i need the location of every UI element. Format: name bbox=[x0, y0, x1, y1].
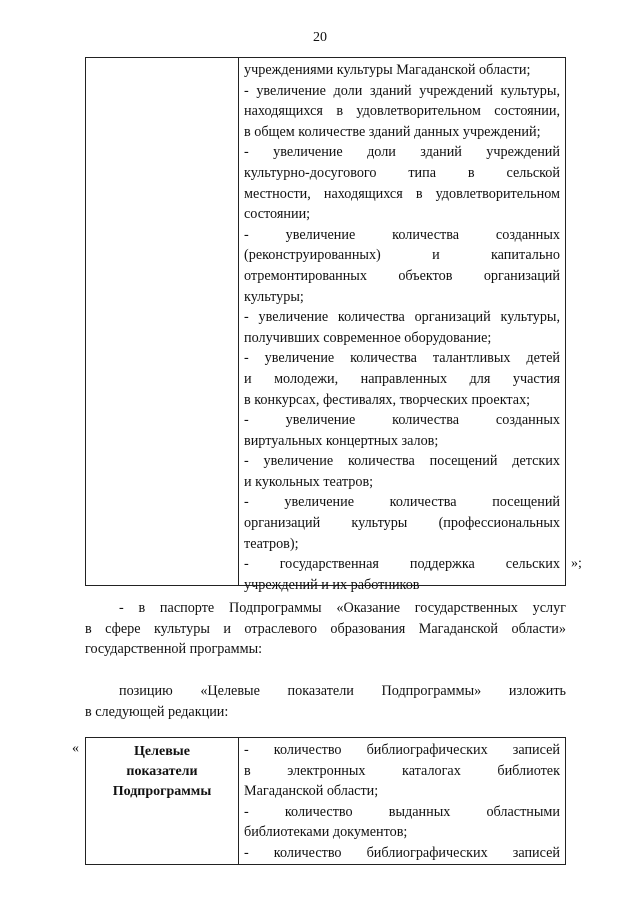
text-line: - увеличение количества созданных bbox=[244, 226, 560, 243]
text-line: культурно-досугового типа в сельской bbox=[244, 164, 560, 181]
text-line: - увеличение доли зданий учреждений bbox=[244, 144, 560, 161]
text-line: находящихся в удовлетворительном состоянии, bbox=[244, 103, 560, 120]
table-target-indicators bbox=[85, 737, 566, 865]
closing-quote: »; bbox=[571, 556, 582, 571]
text-line: и молодежи, направленных для участия bbox=[244, 370, 560, 387]
text-line: и кукольных театров; bbox=[244, 473, 374, 490]
text-line: - увеличение количества организаций культуры, bbox=[244, 309, 560, 326]
text-line: состоянии; bbox=[244, 206, 311, 223]
text-line: театров); bbox=[244, 535, 299, 552]
text-line: - увеличение доли зданий учреждений культуры, bbox=[244, 82, 560, 99]
page-number: 20 bbox=[313, 30, 327, 45]
text-line: - количество выданных областными bbox=[244, 803, 560, 820]
text-line: (реконструированных) и капитально bbox=[244, 247, 560, 264]
text-line: - в паспорте Подпрограммы «Оказание государственных услуг bbox=[119, 600, 566, 616]
text-line: Магаданской области; bbox=[244, 783, 379, 800]
text-line: - государственная поддержка сельских bbox=[244, 556, 560, 573]
text-line: отремонтированных объектов организаций bbox=[244, 267, 560, 284]
text-line: виртуальных концертных залов; bbox=[244, 432, 439, 449]
paragraph-position bbox=[85, 681, 566, 722]
text-line: государственной программы: bbox=[85, 641, 263, 658]
text-line: позицию «Целевые показатели Подпрограммы» изложить bbox=[119, 683, 566, 699]
table1-content bbox=[244, 60, 560, 595]
label-line: Подпрограммы bbox=[112, 784, 212, 799]
text-line: библиотеками документов; bbox=[244, 824, 408, 841]
text-line: - увеличение количества посещений детских bbox=[244, 453, 560, 470]
text-line: в конкурсах, фестивалях, творческих проектах; bbox=[244, 391, 531, 408]
table2-content bbox=[244, 740, 560, 864]
text-line: местности, находящихся в удовлетворительном bbox=[244, 185, 560, 202]
table-continuation bbox=[85, 57, 566, 593]
text-line: организаций культуры (профессиональных bbox=[244, 515, 560, 532]
indicators-label bbox=[86, 742, 238, 802]
text-line: в сфере культуры и отраслевого образования Магаданской области» bbox=[85, 620, 566, 637]
text-line: культуры; bbox=[244, 288, 304, 305]
text-line: - увеличение количества созданных bbox=[244, 412, 560, 429]
text-line: учреждений и их работников bbox=[244, 576, 420, 593]
text-line: в общем количестве зданий данных учреждений; bbox=[244, 123, 541, 140]
text-line: - количество библиографических записей bbox=[244, 742, 560, 758]
text-line: получивших современное оборудование; bbox=[244, 329, 492, 346]
column-divider bbox=[238, 738, 239, 864]
label-line: Целевые bbox=[134, 744, 190, 759]
paragraph-passport bbox=[85, 598, 566, 660]
text-line: в электронных каталогах библиотек bbox=[244, 762, 560, 779]
text-line: - количество библиографических записей bbox=[244, 844, 560, 861]
text-line: - увеличение количества талантливых детей bbox=[244, 350, 560, 367]
label-line: показатели bbox=[126, 764, 198, 779]
text-line: в следующей редакции: bbox=[85, 703, 229, 720]
column-divider bbox=[238, 58, 239, 585]
text-line: - увеличение количества посещений bbox=[244, 494, 560, 511]
opening-quote: « bbox=[72, 741, 79, 756]
text-line: учреждениями культуры Магаданской области; bbox=[244, 62, 531, 78]
